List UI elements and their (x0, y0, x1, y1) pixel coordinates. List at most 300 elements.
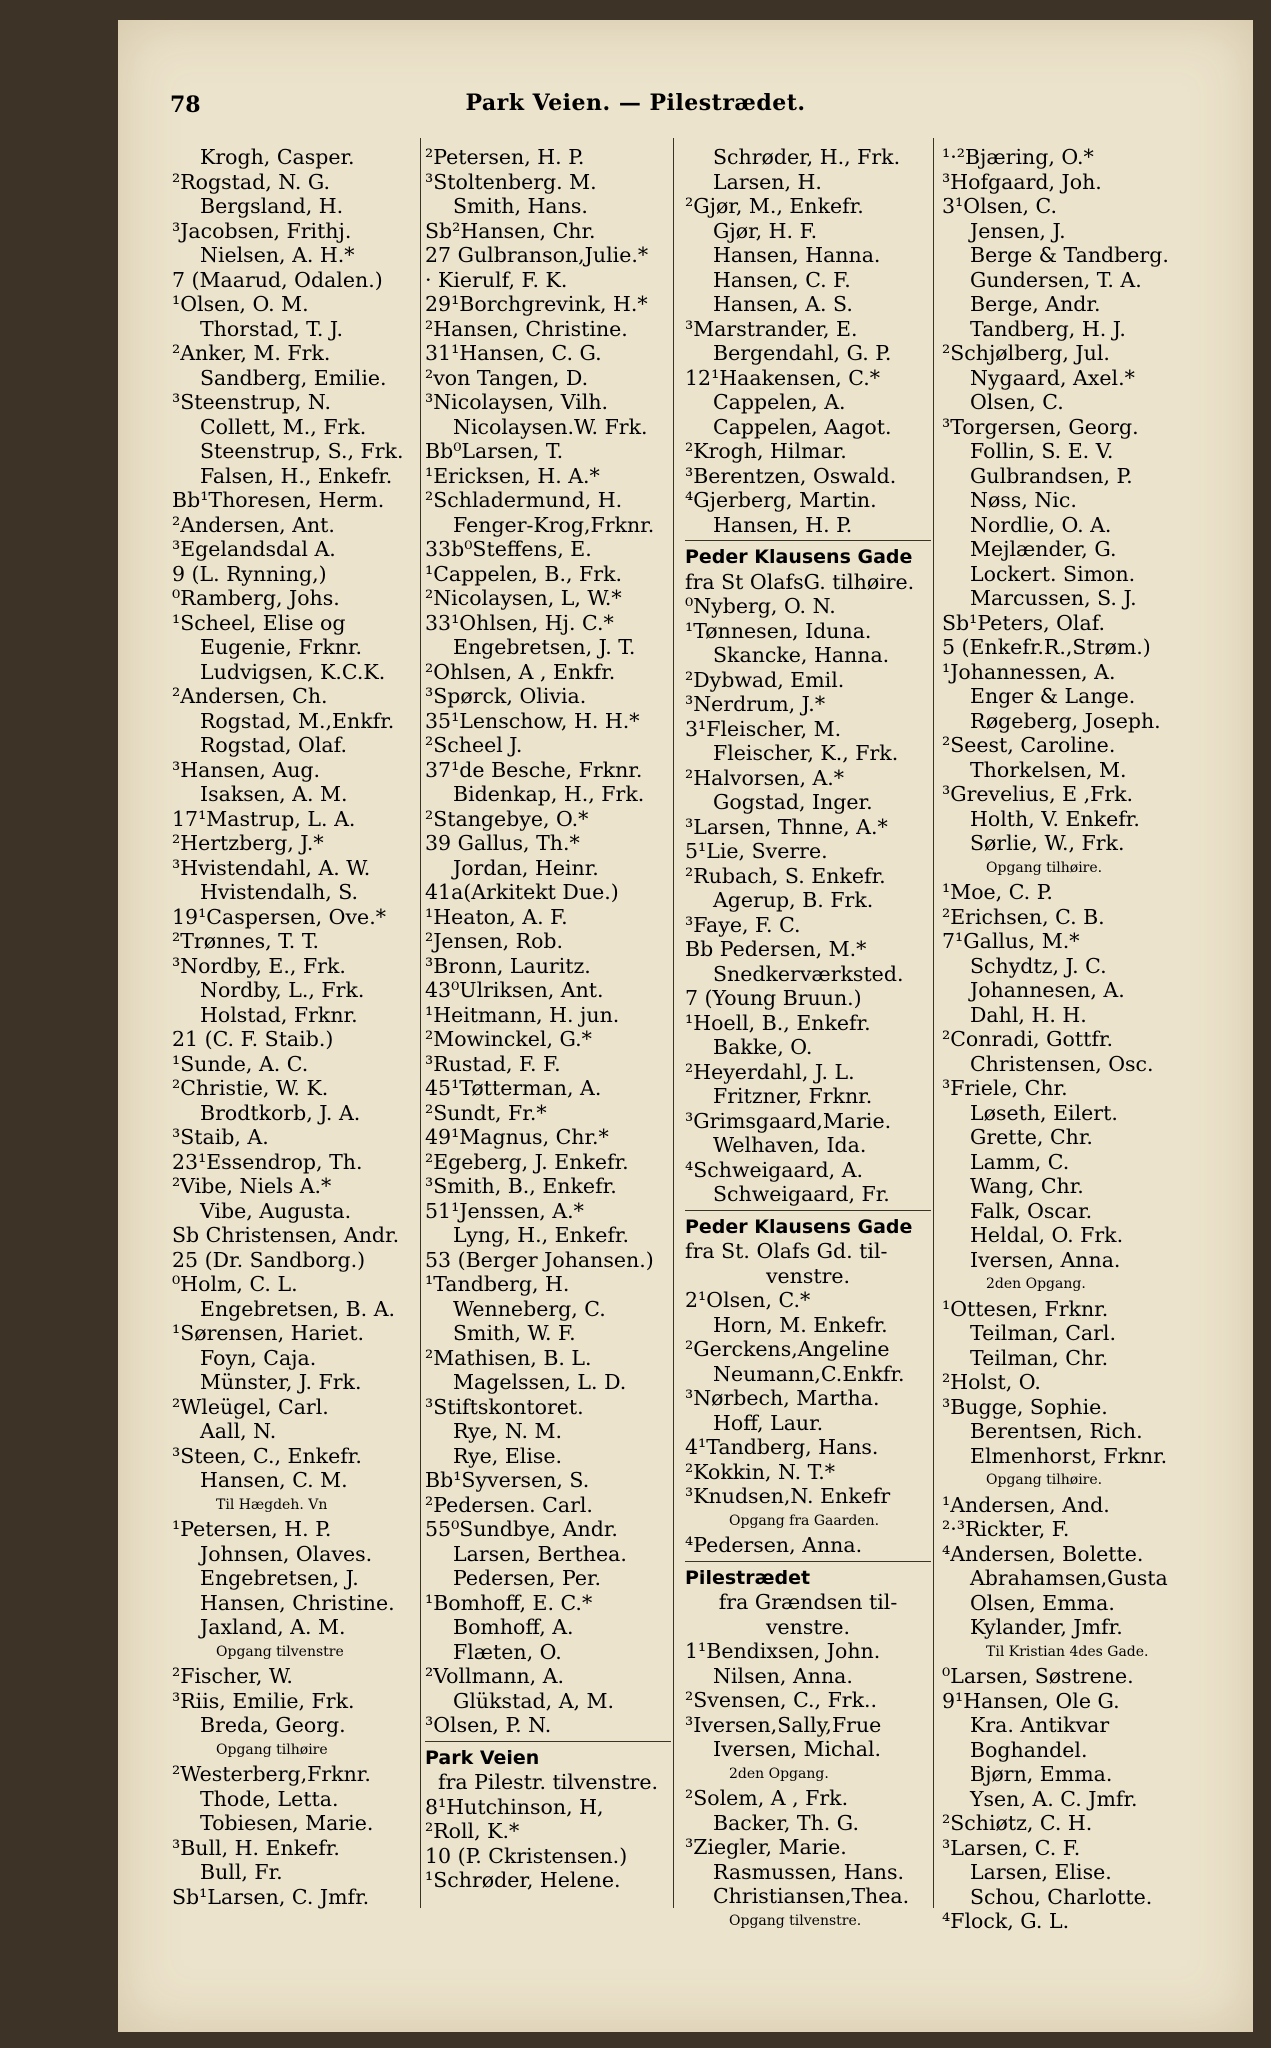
column-rule (420, 138, 421, 1908)
directory-entry: Ludvigsen, K.C.K. (200, 659, 386, 684)
directory-entry: Iversen, Anna. (970, 1247, 1121, 1272)
directory-entry: ⁴Gjerberg, Martin. (685, 488, 877, 512)
street-heading: Pilestrædet (685, 1566, 811, 1589)
column-2 (425, 145, 671, 1893)
directory-entry: Olsen, Emma. (970, 1590, 1115, 1615)
directory-entry: Kra. Antikvar (970, 1713, 1110, 1737)
directory-entry: Nicolaysen.W. Frk. (453, 414, 648, 439)
directory-entry: Welhaven, Ida. (713, 1133, 867, 1157)
directory-entry: Hansen, C. F. (713, 267, 851, 292)
directory-entry: Hansen, Hanna. (713, 243, 881, 267)
directory-entry: Schou, Charlotte. (970, 1884, 1153, 1909)
directory-entry: Backer, Th. G. (713, 1810, 859, 1835)
directory-entry: Isaksen, A. M. (200, 782, 348, 806)
directory-entry: ⁰Nyberg, O. N. (685, 594, 836, 618)
directory-entry: ²Christie, W. K. (172, 1076, 329, 1100)
directory-entry: 7¹Gallus, M.* (942, 929, 1080, 953)
directory-entry: ²Trønnes, T. T. (172, 929, 319, 953)
directory-entry: Rasmussen, Hans. (713, 1859, 905, 1884)
directory-entry: ⁴Flock, G. L. (942, 1909, 1070, 1933)
directory-entry: Cappelen, A. (713, 390, 846, 414)
directory-entry: Smith, W. F. (453, 1321, 576, 1345)
directory-entry: Ysen, A. C. Jmfr. (970, 1786, 1138, 1811)
directory-entry: ²Solem, A , Frk. (685, 1786, 849, 1810)
directory-entry: ²Nicolaysen, L, W.* (425, 586, 622, 610)
directory-entry: 39 Gallus, Th.* (425, 831, 580, 855)
directory-entry: Mejlænder, G. (970, 537, 1117, 561)
directory-entry: ¹Sunde, A. C. (172, 1051, 309, 1076)
directory-entry: Sb¹Peters, Olaf. (942, 610, 1106, 635)
directory-entry: Abrahamsen,Gusta (970, 1566, 1168, 1590)
directory-entry: ²Vibe, Niels A.* (172, 1174, 332, 1198)
directory-entry: ²Seest, Caroline. (942, 733, 1116, 757)
directory-entry: ¹Petersen, H. P. (172, 1517, 332, 1541)
directory-entry: ³Torgersen, Georg. (942, 414, 1139, 439)
stair-note: Til Hægdeh. Vn (216, 1496, 328, 1513)
directory-entry: 45¹Tøtterman, A. (425, 1076, 602, 1100)
directory-entry: ³Bugge, Sophie. (942, 1394, 1108, 1419)
directory-entry: Bergendahl, G. P. (713, 341, 892, 365)
directory-entry: Jordan, Heinr. (453, 855, 599, 880)
directory-entry: Falsen, H., Enkefr. (200, 463, 393, 488)
directory-entry: ¹Moe, C. P. (942, 880, 1053, 904)
directory-entry: Larsen, Elise. (970, 1860, 1112, 1884)
directory-entry: Sandberg, Emilie. (200, 365, 387, 390)
directory-entry: ²Scheel J. (425, 733, 523, 757)
directory-entry: Schrøder, H., Frk. (713, 145, 901, 169)
directory-entry: ¹Tandberg, H. (425, 1272, 570, 1296)
directory-entry: Glükstad, A, M. (453, 1688, 615, 1713)
directory-entry: ²Vollmann, A. (425, 1664, 565, 1688)
directory-entry: 4¹Tandberg, Hans. (685, 1435, 879, 1459)
directory-entry: Breda, Georg. (200, 1713, 346, 1737)
directory-entry: 7 (Young Bruun.) (685, 986, 862, 1010)
directory-entry: ²von Tangen, D. (425, 365, 589, 390)
directory-entry: Christensen, Osc. (970, 1051, 1154, 1076)
directory-entry: ²Fischer, W. (172, 1664, 293, 1688)
directory-entry: 49¹Magnus, Chr.* (425, 1125, 609, 1149)
directory-entry: Nielsen, A. H.* (200, 243, 355, 267)
directory-entry: Vibe, Augusta. (200, 1198, 352, 1223)
directory-entry: ³Riis, Emilie, Frk. (172, 1688, 355, 1713)
directory-entry: venstre. (765, 1263, 851, 1288)
directory-entry: Bomhoff, A. (453, 1615, 574, 1639)
directory-entry: ³Friele, Chr. (942, 1076, 1068, 1100)
directory-entry: Sb²Hansen, Chr. (425, 218, 596, 243)
directory-entry: ³Grevelius, E ,Frk. (942, 782, 1134, 806)
directory-entry: ³Grimsgaard,Marie. (685, 1108, 892, 1133)
directory-entry: Bjørn, Emma. (970, 1762, 1113, 1786)
directory-entry: Gjør, H. F. (713, 218, 818, 243)
directory-entry: Collett, M., Frk. (200, 414, 367, 439)
directory-entry: 12¹Haakensen, C.* (685, 365, 880, 390)
directory-entry: 3¹Olsen, C. (942, 194, 1057, 218)
directory-entry: Münster, J. Frk. (200, 1370, 362, 1394)
directory-entry: ²Wleügel, Carl. (172, 1394, 329, 1419)
directory-entry: Bidenkap, H., Frk. (453, 782, 645, 806)
directory-entry: Gulbrandsen, P. (970, 463, 1133, 488)
directory-entry: ²Krogh, Hilmar. (685, 439, 847, 463)
directory-entry: Hansen, Christine. (200, 1590, 395, 1615)
stair-note: Opgang fra Gaarden. (729, 1512, 880, 1529)
directory-entry: Bergsland, H. (200, 194, 344, 218)
directory-entry: ¹Schrøder, Helene. (425, 1868, 621, 1892)
directory-entry: 51¹Jenssen, A.* (425, 1198, 584, 1223)
directory-entry: ¹Ottesen, Frknr. (942, 1296, 1109, 1321)
directory-entry: Foyn, Caja. (200, 1345, 317, 1370)
directory-entry: ²Gjør, M., Enkefr. (685, 194, 864, 218)
directory-entry: 9 (L. Rynning,) (172, 561, 327, 586)
section-rule (685, 1210, 931, 1211)
directory-entry: Wenneberg, C. (453, 1296, 606, 1321)
directory-entry: ¹Johannessen, A. (942, 659, 1116, 684)
directory-entry: ³Rustad, F. F. (425, 1051, 561, 1076)
directory-entry: Johnsen, Olaves. (200, 1541, 373, 1566)
directory-entry: 7 (Maarud, Odalen.) (172, 267, 383, 292)
directory-entry: Steenstrup, S., Frk. (200, 439, 404, 463)
directory-entry: 33¹Ohlsen, Hj. C.* (425, 610, 614, 635)
directory-entry: Cappelen, Aagot. (713, 414, 892, 439)
directory-entry: 5¹Lie, Sverre. (685, 839, 828, 863)
column-4 (942, 145, 1188, 1934)
directory-entry: ²Rogstad, N. G. (172, 169, 331, 194)
directory-entry: Krogh, Casper. (200, 145, 355, 169)
directory-entry: 41a(Arkitekt Due.) (425, 880, 619, 904)
column-rule (933, 138, 934, 1908)
directory-entry: 33b⁰Steffens, E. (425, 537, 592, 561)
directory-entry: ⁰Ramberg, Johs. (172, 586, 340, 610)
directory-entry: Snedkerværksted. (713, 961, 904, 986)
section-rule (685, 1561, 931, 1562)
directory-entry: ¹Andersen, And. (942, 1492, 1110, 1517)
directory-entry: Sb¹Larsen, C. Jmfr. (172, 1884, 370, 1909)
directory-entry: Elmenhorst, Frknr. (970, 1443, 1168, 1468)
street-heading: Park Veien (425, 1746, 540, 1769)
directory-entry: ³Bull, H. Enkefr. (172, 1835, 340, 1860)
directory-entry: ²Jensen, Rob. (425, 929, 564, 953)
directory-entry: ³Olsen, P. N. (425, 1713, 552, 1737)
directory-entry: Lamm, C. (970, 1149, 1070, 1174)
directory-entry: Bb¹Syversen, S. (425, 1468, 590, 1492)
directory-entry: ²Hansen, Christine. (425, 316, 628, 341)
directory-entry: Kylander, Jmfr. (970, 1615, 1123, 1639)
directory-entry: Holth, V. Enkefr. (970, 806, 1140, 831)
directory-entry: fra St OlafsG. tilhøire. (685, 569, 915, 594)
directory-entry: Bb⁰Larsen, T. (425, 439, 564, 463)
directory-entry: Bb¹Thoresen, Herm. (172, 488, 385, 512)
directory-entry: ³Ziegler, Marie. (685, 1835, 847, 1859)
directory-entry: ¹Heaton, A. F. (425, 904, 568, 929)
directory-entry: ²Rubach, S. Enkefr. (685, 863, 886, 888)
directory-entry: Olsen, C. (970, 390, 1064, 414)
directory-entry: Agerup, B. Frk. (713, 888, 874, 912)
directory-entry: Hansen, A. S. (713, 292, 853, 316)
directory-entry: Pedersen, Per. (453, 1566, 602, 1590)
directory-entry: 37¹de Besche, Frknr. (425, 757, 643, 782)
directory-entry: 1¹Bendixsen, John. (685, 1639, 881, 1663)
directory-entry: Lockert. Simon. (970, 561, 1136, 586)
directory-entry: ³Stoltenberg. M. (425, 169, 597, 194)
directory-entry: ²Sundt, Fr.* (425, 1100, 547, 1125)
directory-entry: ²Egeberg, J. Enkefr. (425, 1149, 629, 1174)
column-1 (172, 145, 418, 1909)
directory-entry: ²Schiøtz, C. H. (942, 1811, 1093, 1835)
stair-note: Opgang tilvenstre. (729, 1912, 862, 1929)
directory-entry: Jaxland, A. M. (200, 1615, 346, 1639)
directory-entry: ³Staib, A. (172, 1125, 269, 1149)
directory-entry: ²Schjølberg, Jul. (942, 341, 1110, 365)
directory-entry: Larsen, Berthea. (453, 1541, 627, 1566)
stair-note: Til Kristian 4des Gade. (986, 1643, 1149, 1660)
directory-entry: Bakke, O. (713, 1035, 813, 1059)
directory-entry: Rogstad, Olaf. (200, 733, 347, 757)
page-number: 78 (170, 92, 201, 118)
directory-entry: ³Nordby, E., Frk. (172, 953, 346, 978)
directory-entry: Røgeberg, Joseph. (970, 708, 1161, 733)
directory-entry: ³Nerdrum, J.* (685, 692, 826, 716)
directory-entry: ³Marstrander, E. (685, 316, 858, 341)
directory-entry: Teilman, Chr. (970, 1345, 1109, 1370)
directory-entry: Berentsen, Rich. (970, 1419, 1143, 1443)
directory-entry: Nordby, L., Frk. (200, 978, 365, 1002)
directory-entry: ³Bronn, Lauritz. (425, 953, 591, 978)
directory-entry: 25 (Dr. Sandborg.) (172, 1247, 366, 1272)
directory-entry: 2¹Olsen, C.* (685, 1288, 811, 1312)
directory-entry: fra St. Olafs Gd. til- (685, 1239, 888, 1263)
directory-entry: ³Steen, C., Enkefr. (172, 1443, 362, 1468)
directory-entry: Jensen, J. (970, 218, 1066, 243)
directory-entry: ²Mowinckel, G.* (425, 1027, 592, 1051)
directory-entry: Falk, Oscar. (970, 1198, 1093, 1223)
directory-entry: Engebretsen, J. T. (453, 635, 636, 659)
directory-entry: ²Gerckens,Angeline (685, 1337, 890, 1361)
directory-entry: Christiansen,Thea. (713, 1884, 910, 1908)
directory-entry: 17¹Mastrup, L. A. (172, 806, 356, 831)
directory-entry: Magelssen, L. D. (453, 1370, 627, 1394)
directory-entry: ⁰Larsen, Søstrene. (942, 1664, 1134, 1688)
directory-entry: Enger & Lange. (970, 684, 1136, 708)
directory-entry: Nygaard, Axel.* (970, 365, 1135, 390)
stair-note: 2den Opgang. (986, 1276, 1086, 1292)
directory-entry: ³Berentzen, Oswald. (685, 463, 897, 488)
directory-entry: Schydtz, J. C. (970, 953, 1107, 978)
directory-entry: Thode, Letta. (200, 1786, 339, 1811)
directory-entry: Horn, M. Enkefr. (713, 1312, 888, 1337)
directory-entry: ²Schladermund, H. (425, 488, 623, 512)
directory-entry: ²Andersen, Ch. (172, 684, 328, 708)
directory-entry: Neumann,C.Enkfr. (713, 1361, 905, 1386)
street-heading: Peder Klausens Gade (685, 546, 913, 568)
directory-entry: ²Stangebye, O.* (425, 806, 589, 831)
directory-entry: 23¹Essendrop, Th. (172, 1149, 363, 1174)
directory-entry: ²Pedersen. Carl. (425, 1492, 593, 1517)
column-3 (685, 145, 931, 1933)
directory-entry: ³Nørbech, Martha. (685, 1386, 880, 1410)
directory-entry: ³Larsen, Thnne, A.* (685, 814, 888, 839)
directory-entry: ²Anker, M. Frk. (172, 341, 331, 365)
stair-note: 2den Opgang. (729, 1765, 829, 1782)
directory-entry: ²Ohlsen, A , Enkfr. (425, 659, 616, 684)
directory-entry: 53 (Berger Johansen.) (425, 1247, 654, 1272)
directory-entry: 8¹Hutchinson, H, (425, 1794, 604, 1819)
directory-entry: ²Halvorsen, A.* (685, 765, 845, 790)
directory-entry: ²Dybwad, Emil. (685, 667, 845, 692)
directory-entry: fra Pilestr. tilvenstre. (438, 1770, 658, 1794)
directory-entry: Hvistendalh, S. (200, 880, 359, 904)
directory-entry: Fritzner, Frknr. (713, 1084, 873, 1108)
directory-entry: Berge & Tandberg. (970, 243, 1169, 267)
directory-entry: ²Holst, O. (942, 1370, 1041, 1394)
directory-entry: Rye, N. M. (453, 1419, 562, 1443)
section-rule (685, 540, 931, 541)
section-rule (425, 1741, 671, 1742)
directory-entry: ³Smith, B., Enkefr. (425, 1174, 617, 1198)
directory-entry: Boghandel. (970, 1737, 1088, 1762)
directory-entry: ¹Bomhoff, E. C.* (425, 1590, 593, 1615)
directory-entry: ³Jacobsen, Frithj. (172, 218, 352, 243)
directory-entry: Sørlie, W., Frk. (970, 831, 1125, 855)
directory-entry: Thorkelsen, M. (970, 757, 1127, 782)
directory-entry: ²Westerberg,Frknr. (172, 1762, 371, 1786)
directory-entry: Holstad, Frknr. (200, 1002, 358, 1027)
directory-entry: ³Nicolaysen, Vilh. (425, 390, 609, 414)
directory-entry: ²Petersen, H. P. (425, 145, 585, 169)
directory-entry: Skancke, Hanna. (713, 643, 890, 667)
directory-entry: ¹Olsen, O. M. (172, 292, 309, 316)
directory-entry: ²Mathisen, B. L. (425, 1345, 592, 1370)
directory-entry: ¹Sørensen, Hariet. (172, 1321, 364, 1345)
directory-entry: ⁰Holm, C. L. (172, 1272, 298, 1296)
directory-entry: 35¹Lenschow, H. H.* (425, 708, 640, 733)
directory-entry: 5 (Enkefr.R.,Strøm.) (942, 635, 1151, 659)
directory-entry: Nøss, Nic. (970, 488, 1077, 512)
directory-entry: Gogstad, Inger. (713, 790, 873, 814)
directory-entry: Rogstad, M.,Enkfr. (200, 708, 395, 733)
directory-entry: Fenger-Krog,Frknr. (453, 512, 655, 537)
directory-entry: Nordlie, O. A. (970, 512, 1112, 537)
directory-entry: ²Kokkin, N. T.* (685, 1459, 836, 1484)
directory-entry: Fleischer, K., Frk. (713, 741, 899, 765)
directory-entry: ³Faye, F. C. (685, 912, 801, 937)
directory-entry: 55⁰Sundbye, Andr. (425, 1517, 618, 1541)
directory-entry: Smith, Hans. (453, 194, 588, 218)
directory-entry: ¹Hoell, B., Enkefr. (685, 1010, 871, 1035)
directory-entry: Johannesen, A. (970, 978, 1125, 1002)
directory-entry: Engebretsen, B. A. (200, 1296, 396, 1321)
directory-entry: 19¹Caspersen, Ove.* (172, 904, 386, 929)
directory-entry: Heldal, O. Frk. (970, 1223, 1124, 1247)
directory-entry: ²Heyerdahl, J. L. (685, 1059, 855, 1084)
directory-entry: ²Conradi, Gottfr. (942, 1027, 1114, 1051)
directory-entry: ⁴Pedersen, Anna. (685, 1533, 863, 1557)
directory-entry: 21 (C. F. Staib.) (172, 1027, 334, 1051)
directory-entry: ³Steenstrup, N. (172, 390, 332, 414)
directory-entry: ⁴Schweigaard, A. (685, 1157, 864, 1182)
stair-note: Opgang tilhøire (216, 1741, 328, 1758)
directory-entry: Lyng, H., Enkefr. (453, 1223, 629, 1247)
directory-entry: ³Egelandsdal A. (172, 537, 336, 561)
directory-entry: 10 (P. Ckristensen.) (425, 1843, 628, 1868)
directory-entry: ³Spørck, Olivia. (425, 684, 587, 708)
directory-entry: ²Svensen, C., Frk.. (685, 1688, 878, 1712)
directory-entry: Wang, Chr. (970, 1174, 1084, 1198)
directory-entry: 29¹Borchgrevink, H.* (425, 292, 648, 316)
directory-entry: Schweigaard, Fr. (713, 1182, 890, 1206)
directory-entry: Aall, N. (200, 1419, 277, 1443)
directory-entry: ¹Scheel, Elise og (172, 610, 346, 635)
directory-entry: 43⁰Ulriksen, Ant. (425, 978, 604, 1002)
directory-entry: ²Andersen, Ant. (172, 512, 335, 537)
directory-entry: Bull, Fr. (200, 1860, 283, 1884)
directory-entry: Brodtkorb, J. A. (200, 1100, 361, 1125)
directory-entry: Marcussen, S. J. (970, 586, 1137, 610)
directory-entry: 3¹Fleischer, M. (685, 716, 842, 741)
directory-entry: Tandberg, H. J. (970, 316, 1126, 341)
directory-entry: ³Larsen, C. F. (942, 1835, 1081, 1860)
directory-entry: 31¹Hansen, C. G. (425, 341, 602, 365)
directory-entry: ¹Cappelen, B., Frk. (425, 561, 623, 586)
stair-note: Opgang tilvenstre (216, 1643, 344, 1660)
directory-entry: Iversen, Michal. (713, 1737, 882, 1761)
directory-entry: ³Iversen,Sally,Frue (685, 1712, 882, 1737)
directory-entry: ¹Tønnesen, Iduna. (685, 618, 872, 643)
directory-entry: ²Hertzberg, J.* (172, 831, 324, 855)
directory-entry: Gundersen, T. A. (970, 267, 1142, 292)
directory-entry: Berge, Andr. (970, 292, 1101, 316)
directory-entry: ³Stiftskontoret. (425, 1394, 584, 1419)
directory-entry: fra Grændsen til- (718, 1590, 898, 1614)
directory-entry: ¹Heitmann, H. jun. (425, 1002, 620, 1027)
directory-entry: Bb Pedersen, M.* (685, 937, 867, 961)
directory-entry: Engebretsen, J. (200, 1566, 359, 1590)
directory-entry: Rye, Elise. (453, 1443, 563, 1468)
directory-entry: Løseth, Eilert. (970, 1100, 1118, 1125)
directory-entry: ¹·²Bjæring, O.* (942, 145, 1094, 169)
street-heading: Peder Klausens Gade (685, 1215, 913, 1238)
directory-entry: ³Hofgaard, Joh. (942, 169, 1102, 194)
directory-entry: ¹Ericksen, H. A.* (425, 463, 600, 488)
directory-entry: Dahl, H. H. (970, 1002, 1087, 1027)
directory-entry: Follin, S. E. V. (970, 439, 1114, 463)
stair-note: Opgang tilhøire. (986, 859, 1103, 876)
directory-entry: Grette, Chr. (970, 1125, 1093, 1149)
directory-entry: · Kierulf, F. K. (425, 267, 568, 292)
directory-entry: 27 Gulbranson,Julie.* (425, 243, 649, 267)
directory-entry: Flæten, O. (453, 1639, 562, 1664)
directory-entry: Hansen, C. M. (200, 1468, 348, 1492)
column-rule (673, 138, 674, 1908)
directory-entry: Hansen, H. P. (713, 512, 853, 537)
directory-entry: ²·³Rickter, F. (942, 1517, 1070, 1541)
directory-entry: ³Hvistendahl, A. W. (172, 855, 371, 880)
directory-entry: Hoff, Laur. (713, 1410, 824, 1435)
directory-entry: ³Knudsen,N. Enkefr (685, 1484, 891, 1508)
running-header: Park Veien. — Pilestrædet. (465, 90, 806, 116)
directory-entry: venstre. (765, 1614, 851, 1639)
directory-entry: Eugenie, Frknr. (200, 635, 363, 659)
directory-entry: Larsen, H. (713, 169, 822, 194)
directory-entry: ²Roll, K.* (425, 1819, 520, 1843)
directory-entry: ³Hansen, Aug. (172, 757, 321, 782)
stair-note: Opgang tilhøire. (986, 1472, 1103, 1488)
directory-entry: Sb Christensen, Andr. (172, 1223, 400, 1247)
directory-entry: 9¹Hansen, Ole G. (942, 1688, 1120, 1713)
directory-entry: Tobiesen, Marie. (200, 1811, 374, 1835)
directory-entry: Nilsen, Anna. (713, 1663, 853, 1688)
directory-entry: Thorstad, T. J. (200, 316, 343, 341)
directory-entry: Teilman, Carl. (970, 1321, 1117, 1345)
directory-entry: ²Erichsen, C. B. (942, 904, 1105, 929)
